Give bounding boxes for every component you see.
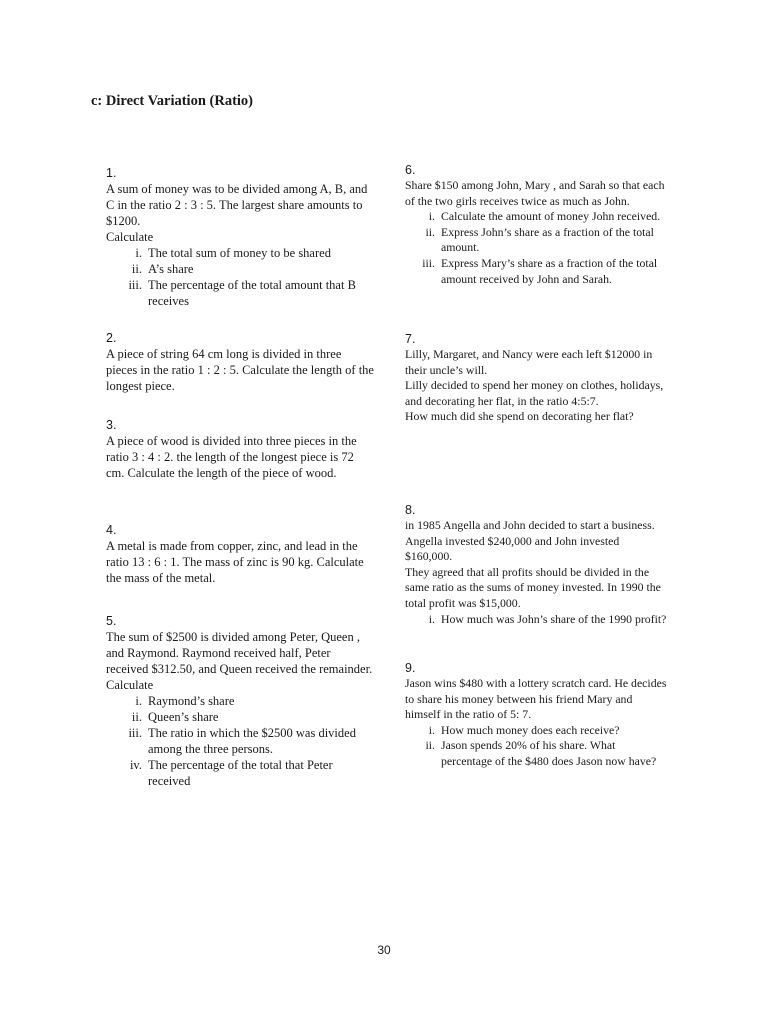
subquestion xyxy=(405,225,667,256)
problem-8 xyxy=(405,502,667,627)
subquestion xyxy=(106,261,374,277)
subquestion-text: A’s share xyxy=(148,262,194,276)
subquestion-marker: iii. xyxy=(128,726,142,740)
problem-number: 4. xyxy=(106,523,117,537)
subquestion-text: Calculate the amount of money John received. xyxy=(441,209,661,224)
subquestion-text: The percentage of the total that Peter received xyxy=(148,758,333,788)
subquestion-marker: i. xyxy=(428,209,435,224)
problem-2 xyxy=(106,330,374,394)
problem-lead: Calculate xyxy=(106,678,154,692)
subquestion-marker: i. xyxy=(135,246,142,260)
problem-number: 3. xyxy=(106,418,117,432)
subquestion-list xyxy=(405,723,667,770)
subquestion-list xyxy=(405,209,667,287)
problem-text: Lilly decided to spend her money on clothes, holidays, and decorating her flat, in the ratio 4:5:7. xyxy=(405,378,664,408)
problem-number: 8. xyxy=(405,503,416,517)
subquestion-list xyxy=(106,693,374,789)
subquestion-marker: ii. xyxy=(131,710,142,724)
subquestion-text: Queen’s share xyxy=(148,710,219,724)
problem-text: Share $150 among John, Mary , and Sarah so that each of the two girls receives twice as much as John. xyxy=(405,178,665,208)
subquestion xyxy=(405,723,667,739)
page-number: 30 xyxy=(377,943,391,957)
problem-text: They agreed that all profits should be divided in the same ratio as the sums of money invested. In 1990 the total profit was $15,000. xyxy=(405,564,661,610)
subquestion-marker: i. xyxy=(428,722,435,737)
section-title: c: Direct Variation (Ratio) xyxy=(91,93,254,109)
problem-6 xyxy=(405,162,667,287)
subquestion-text: The percentage of the total amount that B receives xyxy=(148,278,356,308)
subquestion-marker: ii. xyxy=(425,738,435,753)
problem-number: 2. xyxy=(106,331,117,345)
subquestion xyxy=(405,738,667,769)
problem-number: 7. xyxy=(405,332,416,346)
subquestion-marker: ii. xyxy=(425,224,435,239)
subquestion-text: Raymond’s share xyxy=(148,694,235,708)
subquestion-list xyxy=(405,612,667,628)
problem-7 xyxy=(405,331,667,425)
subquestion xyxy=(106,245,374,261)
subquestion-text: The ratio in which the $2500 was divided among the three persons. xyxy=(148,726,356,756)
subquestion-text: Express Mary’s share as a fraction of the total amount received by John and Sarah. xyxy=(441,255,658,286)
subquestion-text: How much money does each receive? xyxy=(441,722,620,737)
problem-text: Lilly, Margaret, and Nancy were each left $12000 in their uncle’s will. xyxy=(405,347,653,377)
problem-1 xyxy=(106,165,374,309)
problem-number: 1. xyxy=(106,166,117,180)
subquestion xyxy=(405,612,667,628)
problem-text: A piece of string 64 cm long is divided in three pieces in the ratio 1 : 2 : 5. Calculate the length of the longest piece. xyxy=(106,347,374,393)
problem-5 xyxy=(106,613,374,789)
subquestion-marker: ii. xyxy=(131,262,142,276)
problem-9 xyxy=(405,660,667,770)
problem-text: The sum of $2500 is divided among Peter, Queen , and Raymond. Raymond received half, Peter received $312.50, and Queen received the remainder. xyxy=(106,630,373,676)
subquestion xyxy=(106,709,374,725)
subquestion-text: Jason spends 20% of his share. What percentage of the $480 does Jason now have? xyxy=(441,738,657,768)
problem-4 xyxy=(106,522,374,586)
subquestion-text: Express John’s share as a fraction of the total amount. xyxy=(441,224,654,255)
problem-number: 5. xyxy=(106,614,117,628)
subquestion xyxy=(405,256,667,287)
subquestion xyxy=(106,693,374,709)
problem-question: How much did she spend on decorating her flat? xyxy=(405,409,634,424)
subquestion-marker: iii. xyxy=(422,255,435,270)
problem-lead: Calculate xyxy=(106,230,154,244)
problem-text: A piece of wood is divided into three pieces in the ratio 3 : 4 : 2. the length of the longest piece is 72 cm. Calculate the length of the piece of wood. xyxy=(106,434,357,480)
problem-text: A sum of money was to be divided among A, B, and C in the ratio 2 : 3 : 5. The largest share amounts to $1200. xyxy=(106,182,368,228)
subquestion-marker: iv. xyxy=(129,758,142,772)
subquestion xyxy=(405,209,667,225)
subquestion xyxy=(106,277,374,309)
subquestion-marker: i. xyxy=(135,694,142,708)
problem-number: 6. xyxy=(405,163,416,177)
subquestion-list xyxy=(106,245,374,309)
problem-text: A metal is made from copper, zinc, and lead in the ratio 13 : 6 : 1. The mass of zinc is 90 kg. Calculate the mass of the metal. xyxy=(106,539,364,585)
subquestion xyxy=(106,757,374,789)
problem-text: in 1985 Angella and John decided to start a business. Angella invested $240,000 and John invested $160,000. xyxy=(405,518,655,564)
problem-text: Jason wins $480 with a lottery scratch card. He decides to share his money between his friend Mary and himself in the ratio of 5: 7. xyxy=(405,676,667,722)
subquestion-text: How much was John’s share of the 1990 profit? xyxy=(441,611,667,626)
subquestion-text: The total sum of money to be shared xyxy=(148,246,331,260)
subquestion-marker: i. xyxy=(428,611,435,626)
problem-3 xyxy=(106,417,374,481)
subquestion-marker: iii. xyxy=(128,278,142,292)
problem-number: 9. xyxy=(405,661,416,675)
subquestion xyxy=(106,725,374,757)
